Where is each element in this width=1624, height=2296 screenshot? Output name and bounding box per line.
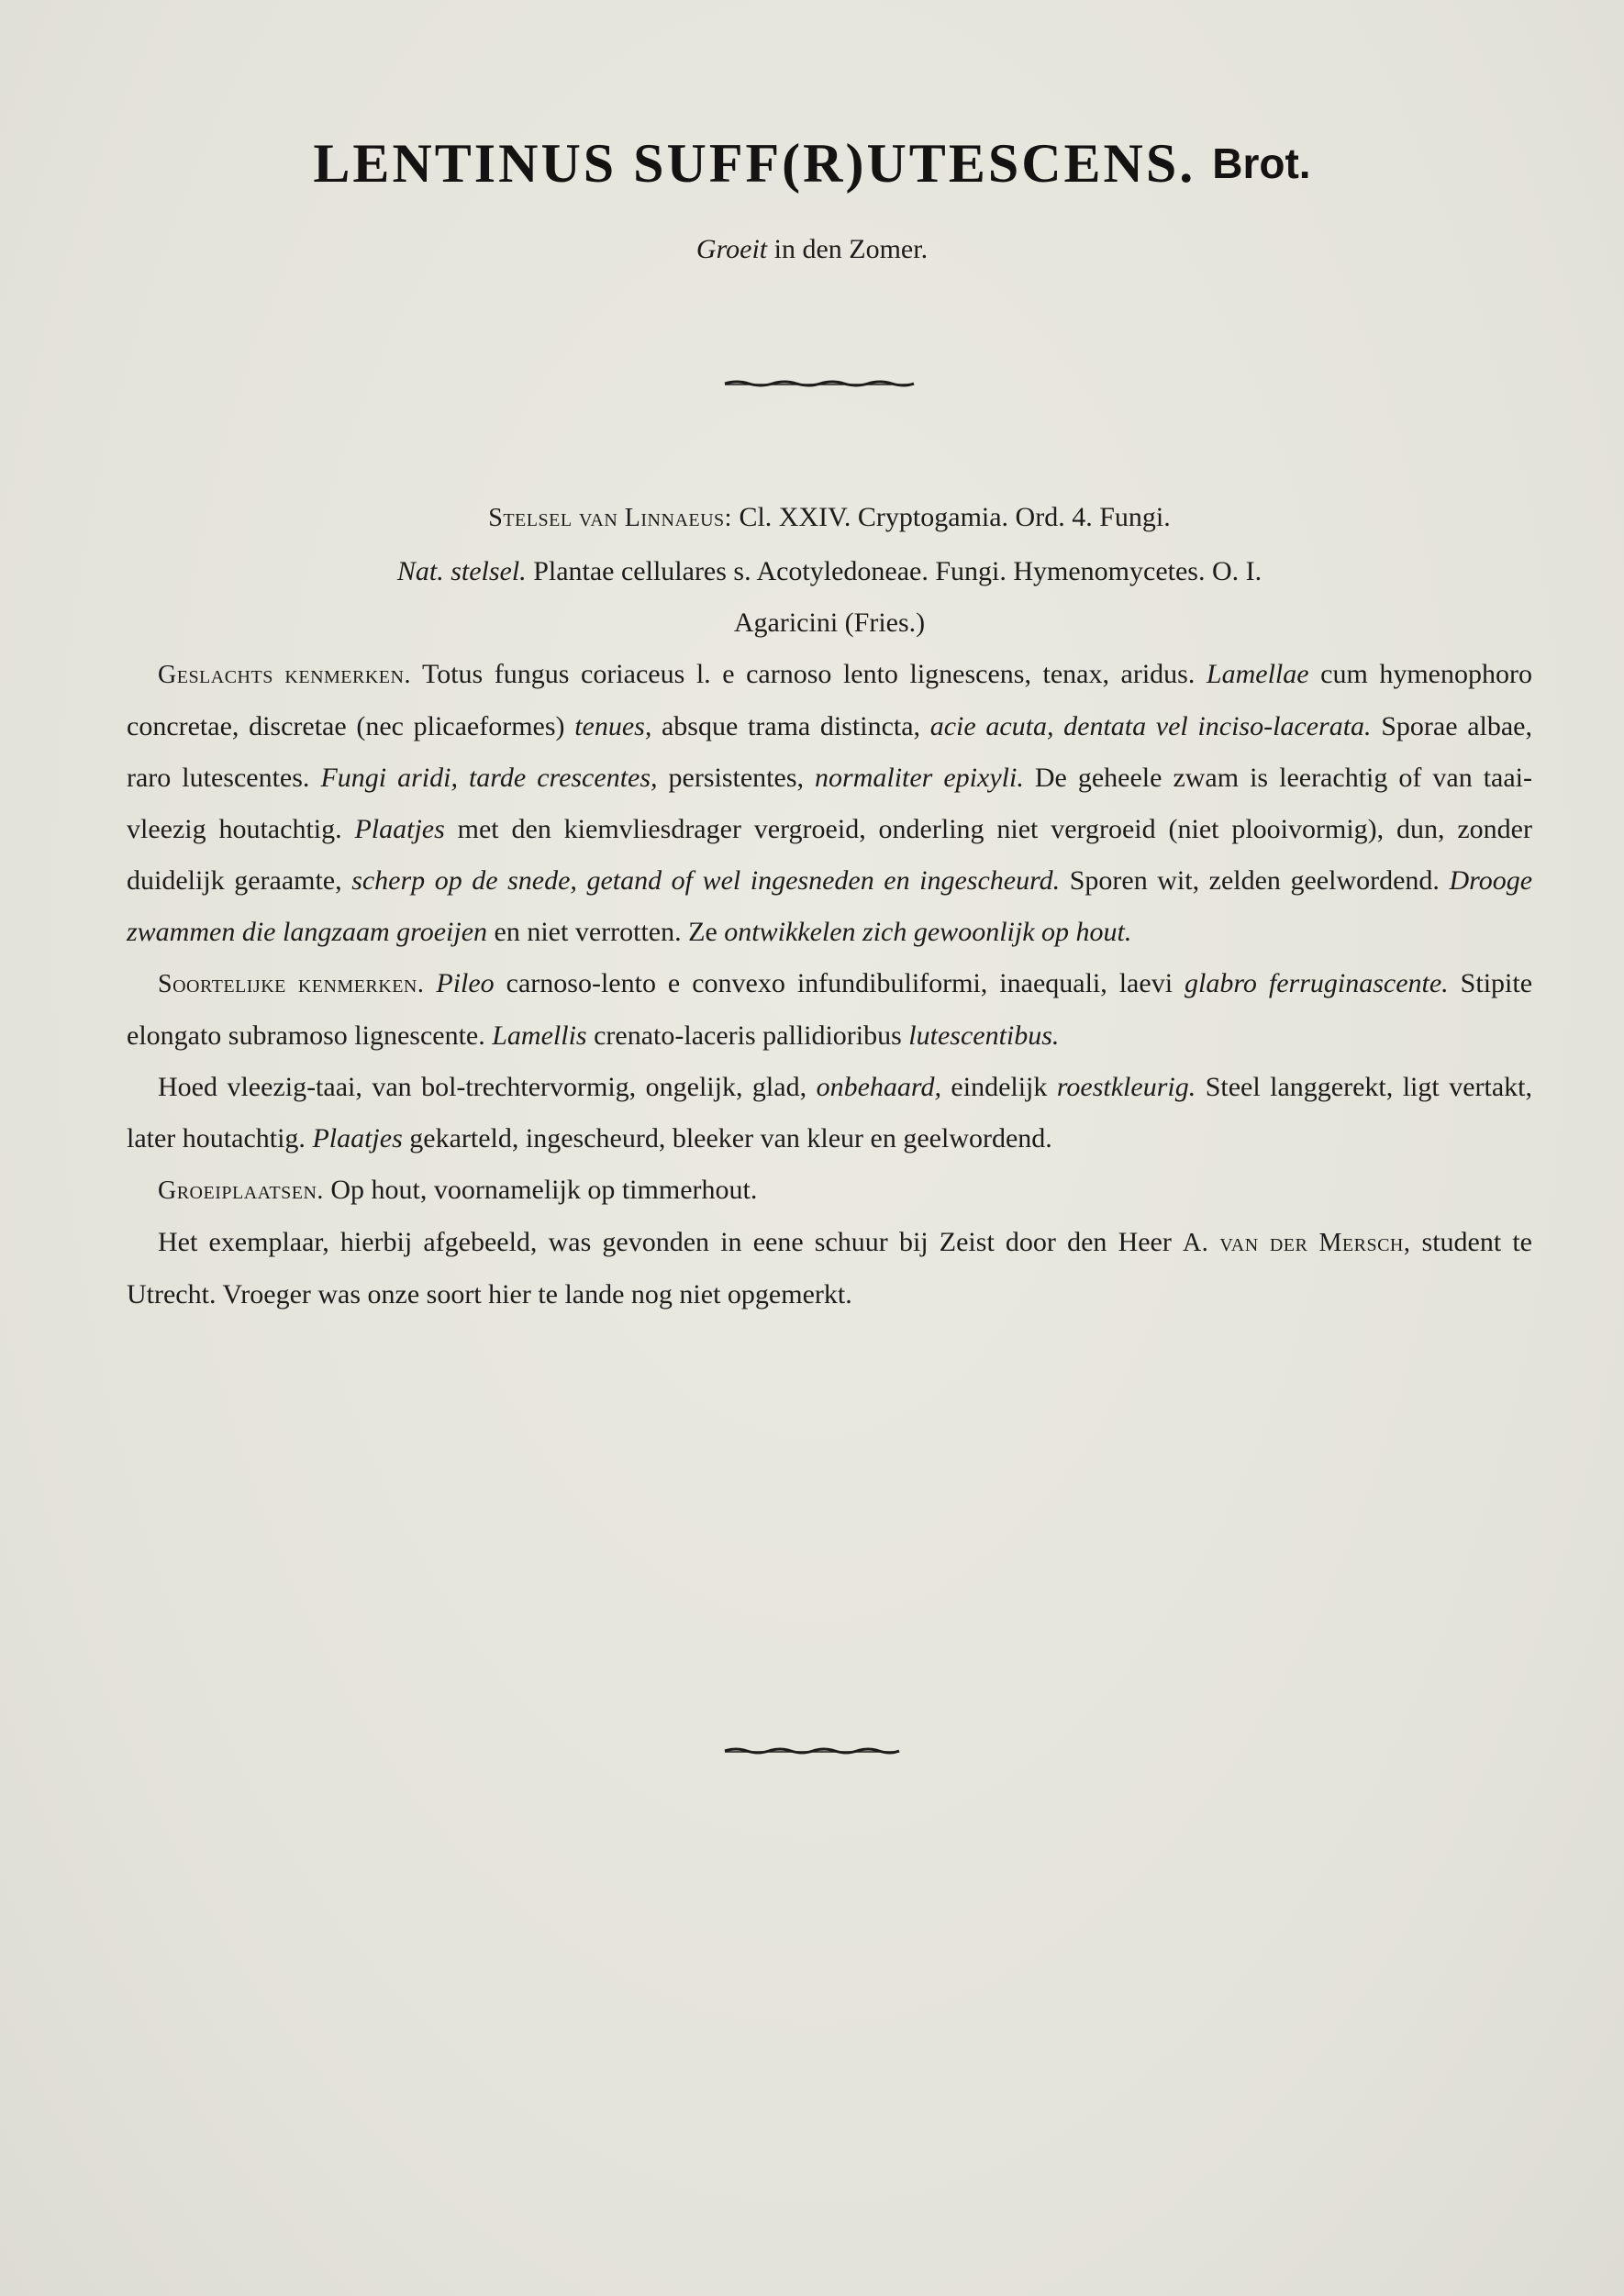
bottom-ornamental-rule: [723, 1746, 901, 1755]
natural-text: Plantae cellulares s. Acotyledoneae. Fungi. Hymenomycetes. O. I.: [526, 556, 1262, 586]
genus-italic: acie acuta, dentata vel inciso-lacerata.: [929, 711, 1372, 741]
genus-italic: Drooge zwammen die langzaam groeijen: [127, 865, 1533, 947]
habitat-text: Op hout, voornamelijk op timmerhout.: [323, 1175, 758, 1205]
dutch-description: [127, 1062, 1532, 1165]
genus-italic: normaliter epixyli.: [815, 763, 1024, 793]
species-name: LENTINUS SUFF(R)UTESCENS.: [313, 133, 1196, 194]
species-text: Stipite elongato subramoso lignescente.: [127, 968, 1533, 1051]
genus-italic: tenues,: [574, 711, 652, 741]
genus-characters: [127, 649, 1532, 958]
genus-text: Sporae albae, raro lutescentes.: [127, 711, 1532, 793]
description-text: Steel langgerekt, ligt vertakt, later houtachtig.: [127, 1072, 1532, 1154]
linnaeus-text: Cl. XXIV. Cryptogamia. Ord. 4. Fungi.: [731, 502, 1171, 532]
genus-italic: scherp op de snede, getand of wel ingesneden en ingescheurd.: [351, 865, 1061, 896]
specimen-note: [127, 1217, 1532, 1321]
genus-text: Totus fungus coriaceus l. e carnoso lento lignescens, tenax, aridus.: [410, 659, 1207, 689]
season-note: [0, 231, 1624, 268]
specimen-text: student te Utrecht. Vroeger was onze soort hier te lande nog niet opgemerkt.: [127, 1227, 1532, 1310]
page-title: [0, 127, 1624, 200]
species-author: Brot.: [1212, 139, 1311, 187]
genus-text: met den kiemvliesdrager vergroeid, onderling niet vergroeid (niet plooivormig), dun, zonder duidelijk geraamte,: [127, 814, 1532, 896]
season-note-rest: in den Zomer.: [767, 234, 929, 264]
natural-line2: Agaricini (Fries.): [733, 607, 926, 638]
genus-text: cum hymenophoro concretae, discretae (nec plicaeformes): [127, 659, 1532, 741]
linnaeus-system: [127, 492, 1532, 544]
species-text: carnoso-lento e convexo infundibuliformi, inaequali, laevi: [494, 968, 1185, 998]
top-ornamental-rule: [723, 379, 916, 388]
genus-italic: Plaatjes: [354, 814, 445, 844]
genus-text: Sporen wit, zelden geelwordend.: [1060, 865, 1450, 896]
genus-italic: ontwikkelen zich gewoonlijk op hout.: [724, 917, 1132, 947]
species-italic: glabro ferruginascente.: [1185, 968, 1449, 998]
description-text: Hoed vleezig-taai, van bol-trechtervormig, ongelijk, glad,: [158, 1072, 817, 1102]
description-text: eindelijk: [940, 1072, 1057, 1102]
species-characters: [127, 958, 1532, 1062]
species-italic: Lamellis: [492, 1020, 587, 1051]
linnaeus-label: Stelsel van Linnaeus:: [488, 504, 732, 532]
natural-system: [127, 546, 1532, 649]
genus-text: De geheele zwam is leerachtig of van taai-vleezig houtachtig.: [127, 763, 1532, 844]
season-note-italic: Groeit: [695, 234, 768, 264]
genus-italic: Lamellae: [1206, 659, 1309, 689]
description-italic: onbehaard,: [816, 1072, 941, 1102]
species-italic: lutescentibus.: [908, 1020, 1060, 1051]
specimen-text: Het exemplaar, hierbij afgebeeld, was gevonden in eene schuur bij Zeist door den Heer: [158, 1227, 1184, 1257]
description-text: gekarteld, ingescheurd, bleeker van kleur en geelwordend.: [402, 1123, 1052, 1154]
genus-text: absque trama distincta,: [651, 711, 930, 741]
natural-label: Nat. stelsel.: [396, 556, 527, 586]
description-body: [127, 492, 1532, 1321]
species-text: crenato-laceris pallidioribus: [586, 1020, 909, 1051]
habitat-label: Groeiplaatsen.: [158, 1176, 324, 1205]
species-label: Soortelijke kenmerken.: [158, 970, 425, 998]
genus-text: en niet verrotten. Ze: [487, 917, 725, 947]
habitat: [127, 1165, 1532, 1217]
collector-name: A. van der Mersch,: [1183, 1229, 1411, 1257]
genus-italic: Fungi aridi, tarde crescentes,: [320, 763, 658, 793]
description-italic: Plaatjes: [312, 1123, 403, 1154]
genus-text: persistentes,: [657, 763, 816, 793]
genus-label: Geslachts kenmerken.: [158, 661, 411, 689]
description-italic: roestkleurig.: [1056, 1072, 1196, 1102]
species-italic: Pileo: [424, 968, 495, 998]
